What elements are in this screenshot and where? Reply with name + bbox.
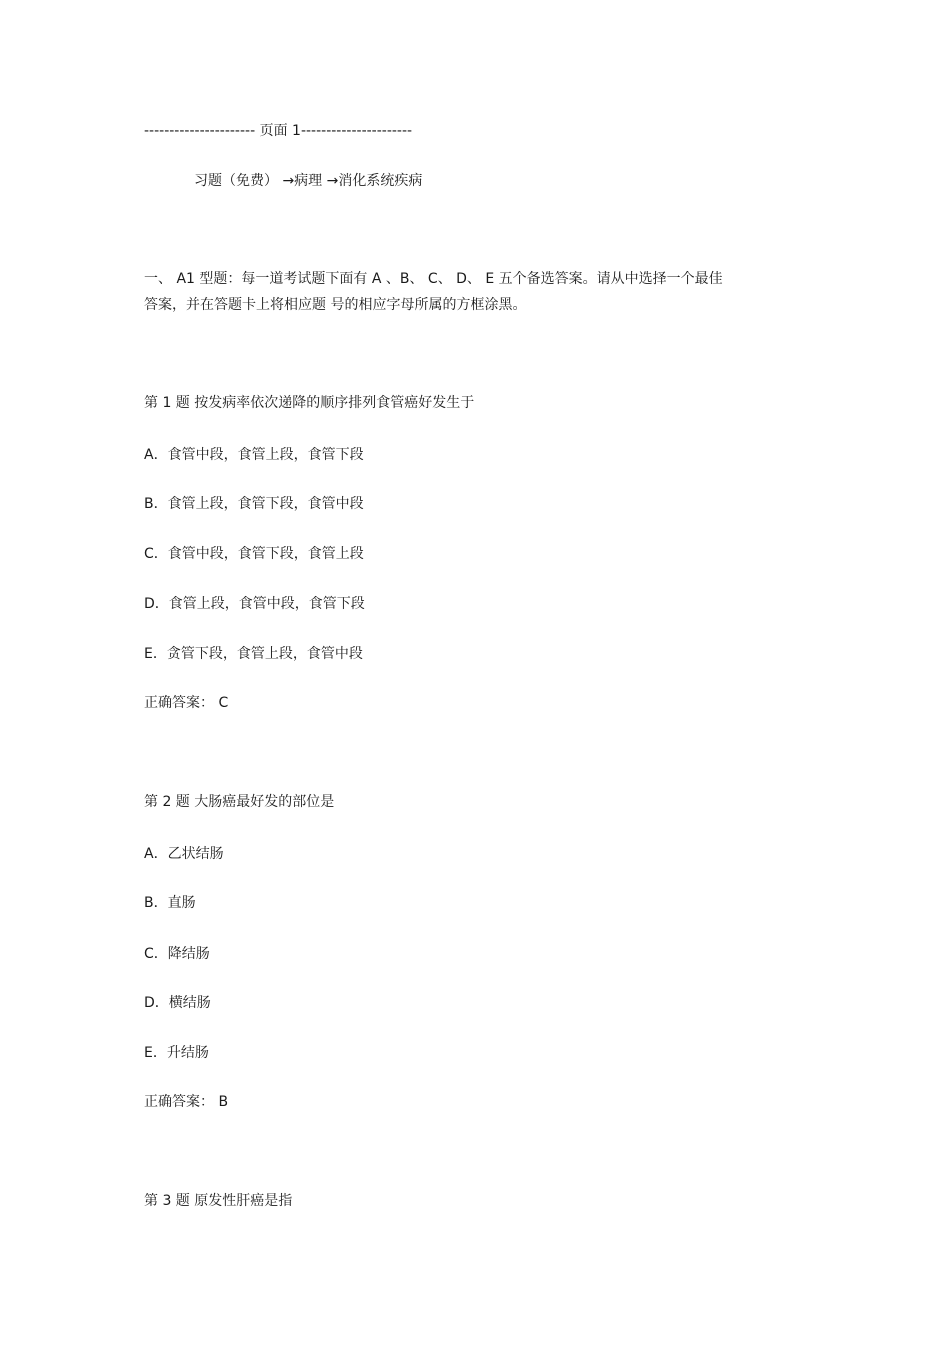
question-2-answer: 正确答案： B <box>144 1094 229 1110</box>
question-1-answer: 正确答案： C <box>144 695 229 711</box>
question-1-title: 第 1 题 按发病率依次递降的顺序排列食管癌好发生于 <box>144 395 475 411</box>
breadcrumb: 习题（免费） →病理 →消化系统疾病 <box>194 173 423 189</box>
question-1-option-d: D．食管上段，食管中段，食管下段 <box>144 596 365 612</box>
question-1-option-b: B．食管上段，食管下段，食管中段 <box>144 496 364 512</box>
question-2-option-d: D．横结肠 <box>144 995 211 1011</box>
question-1-option-a: A．食管中段，食管上段，食管下段 <box>144 447 364 463</box>
question-1-option-e: E．贪管下段，食管上段，食管中段 <box>144 646 363 662</box>
question-1-option-c: C．食管中段，食管下段，食管上段 <box>144 546 364 562</box>
section-instruction-line-1: 一、 A1 型题：每一道考试题下面有 A 、B、 C、 D、 E 五个备选答案。请从中选择一个最佳 <box>144 271 723 287</box>
section-instruction-line-2: 答案，并在答题卡上将相应题 号的相应字母所属的方框涂黑。 <box>144 297 527 313</box>
question-2-option-e: E．升结肠 <box>144 1045 209 1061</box>
question-2-option-a: A．乙状结肠 <box>144 846 224 862</box>
question-2-option-b: B．直肠 <box>144 895 196 911</box>
question-2-option-c: C．降结肠 <box>144 946 210 962</box>
page-header: ---------------------- 页面 1---------------------- <box>144 123 413 139</box>
question-2-title: 第 2 题 大肠癌最好发的部位是 <box>144 794 335 810</box>
question-3-title: 第 3 题 原发性肝癌是指 <box>144 1193 293 1209</box>
